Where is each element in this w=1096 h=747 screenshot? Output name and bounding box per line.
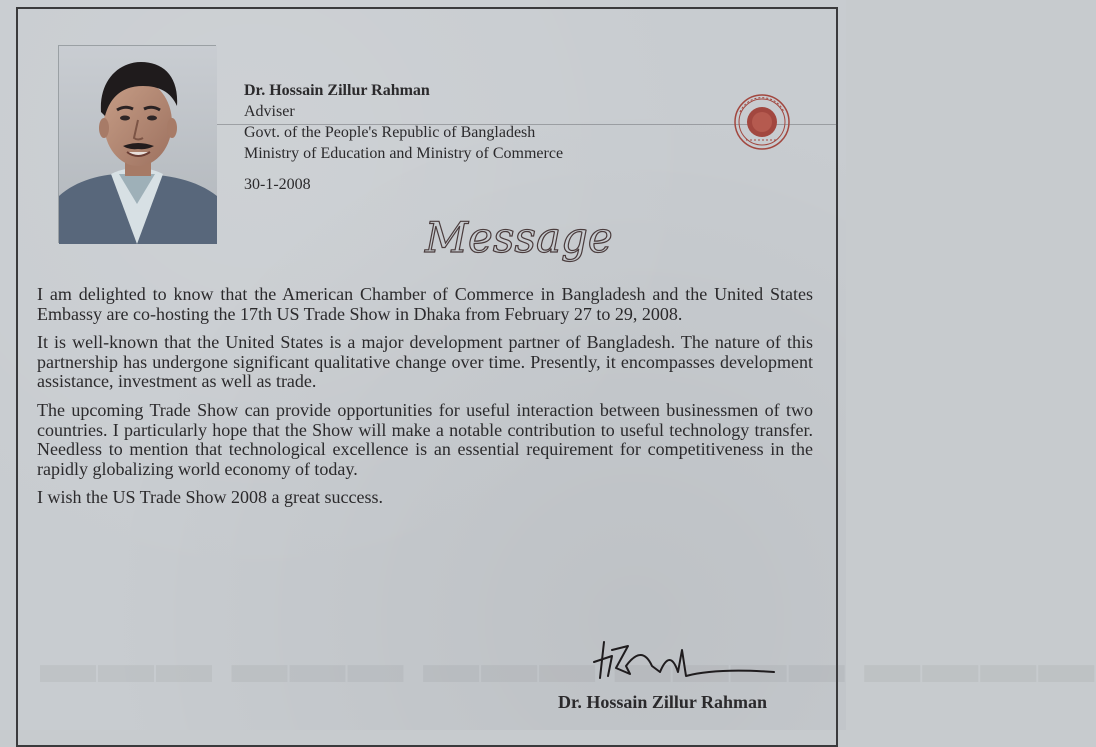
government-line: Govt. of the People's Republic of Bangladesh xyxy=(244,124,536,141)
ministry-line: Ministry of Education and Ministry of Commerce xyxy=(244,145,564,162)
paragraph-1: I am delighted to know that the American Chamber of Commerce in Bangladesh and the United States Embassy are co-hosting the 17th US Trade Show in Dhaka from February 27 to 29, 2008. xyxy=(37,284,813,324)
author-title: Adviser xyxy=(244,103,295,120)
message-heading-text: Message xyxy=(425,213,613,262)
paragraph-4: I wish the US Trade Show 2008 a great success. xyxy=(37,487,383,508)
signatory-name: Dr. Hossain Zillur Rahman xyxy=(558,692,768,712)
bleed-through-text: ▬▬▬ ▬▬▬ ▬▬▬ ▬▬▬▬ ▬▬▬▬ xyxy=(40,631,1096,694)
government-seal xyxy=(726,92,798,152)
message-heading xyxy=(425,200,625,270)
paragraph-3: The upcoming Trade Show can provide opportunities for useful interaction between businessmen of two countries. I particularly hope that the Show will make a notable contribution to useful technology transfer. Needless to mention that technological excellence is an essential requirement for competitiveness in the rapidly globalizing world economy of today. xyxy=(37,399,813,479)
message-body xyxy=(37,285,813,517)
portrait-photo xyxy=(58,45,216,243)
author-name: Dr. Hossain Zillur Rahman xyxy=(244,82,430,99)
paragraph-2: It is well-known that the United States is a major development partner of Bangladesh. The nature of this partnership has undergone significant qualitative change over time. Presently, it encompasses development assistance, investment as well as trade. xyxy=(37,332,813,392)
message-date: 30-1-2008 xyxy=(244,176,311,193)
author-info xyxy=(244,80,563,195)
signature-scribble xyxy=(586,632,786,690)
